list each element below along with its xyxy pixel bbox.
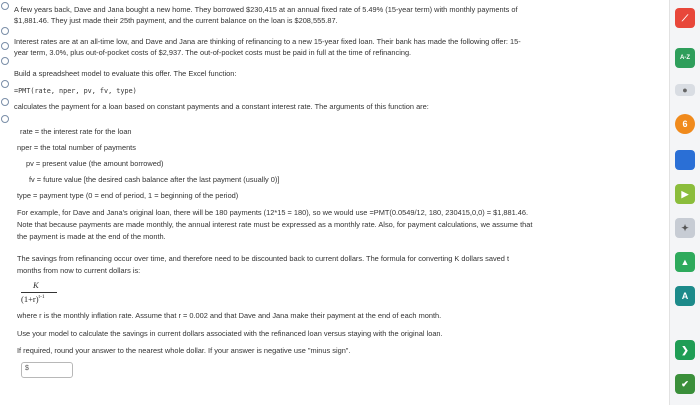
photo-icon[interactable]: ▶ — [675, 184, 695, 204]
radio-button[interactable] — [1, 42, 9, 50]
left-rail — [0, 0, 10, 405]
paragraph-7: where r is the monthly inflation rate. Assume that r = 0.002 and that Dave and Jana make their payment at the end of each month. — [17, 311, 442, 320]
radio-button[interactable] — [1, 57, 9, 65]
paragraph-8: Use your model to calculate the savings in current dollars associated with the refinanced loan versus staying with the original loan. — [17, 329, 443, 338]
drive-icon[interactable]: ▲ — [675, 252, 695, 272]
app-dock — [669, 0, 700, 405]
radio-button[interactable] — [1, 80, 9, 88]
paragraph-1-line-2: $1,881.46. They just made their 25th payment, and the current balance on the loan is $208,555.87. — [14, 16, 338, 25]
arg-nper: nper = the total number of payments — [17, 143, 136, 152]
formula-numerator: K — [33, 280, 39, 290]
radio-button[interactable] — [1, 27, 9, 35]
paragraph-2-line-2: year term, 3.0%, plus out-of-pocket costs of $2,937. The out-of-pocket costs must be paid in full at the time of refinancing. — [14, 48, 412, 57]
paragraph-3: Build a spreadsheet model to evaluate this offer. The Excel function: — [14, 69, 237, 78]
formula-denominator: $(1+r)^{t-1}$ — [21, 294, 45, 304]
radio-button[interactable] — [1, 115, 9, 123]
arg-fv: fv = future value [the desired cash balance after the last payment (usually 0)] — [29, 175, 280, 184]
formula-exponent: t-1 — [38, 294, 45, 301]
excel-green-icon[interactable]: A-Z — [675, 48, 695, 68]
app-small-icon[interactable]: ● — [675, 84, 695, 96]
paragraph-5-line-3: the payment is made at the end of the month. — [17, 232, 166, 241]
answer-field[interactable] — [21, 362, 73, 378]
arg-type: type = payment type (0 = end of period, 1 = beginning of the period) — [17, 191, 239, 200]
paragraph-6-line-2: months from now to current dollars is: — [17, 266, 141, 275]
paragraph-2-line-1: Interest rates are at an all-time low, and Dave and Jana are thinking of refinancing to a new 15-year fixed loan. Their bank has made the following offer: 15- — [14, 37, 521, 46]
paragraph-6-line-1: The savings from refinancing occur over time, and therefore need to be discounted back to current dollars. The formula for converting K dollars saved t — [17, 254, 510, 263]
green-check-icon[interactable]: ✔ — [675, 374, 695, 394]
blue-square-icon[interactable] — [675, 150, 695, 170]
sparkle-icon[interactable]: ✦ — [675, 218, 695, 238]
arg-pv: pv = present value (the amount borrowed) — [26, 159, 164, 168]
radio-button[interactable] — [1, 98, 9, 106]
paragraph-9: If required, round your answer to the nearest whole dollar. If your answer is negative use "minus sign". — [17, 346, 351, 355]
pmt-syntax: =PMT(rate, nper, pv, fv, type) — [14, 87, 137, 95]
currency-symbol: $ — [25, 365, 29, 372]
orange-circle-icon[interactable]: 6 — [675, 114, 695, 134]
arg-rate: rate = the interest rate for the loan — [20, 127, 132, 136]
paragraph-1-line-1: A few years back, Dave and Jana bought a new home. They borrowed $230,415 at an annual fixed rate of 5.49% (15-year term) with monthly payments of — [14, 5, 518, 14]
question-body — [12, 0, 632, 405]
answer-input[interactable] — [32, 364, 72, 376]
paragraph-4: calculates the payment for a loan based on constant payments and a constant interest rate. The arguments of this function are: — [14, 102, 429, 111]
fraction-bar — [21, 292, 57, 293]
green-forward-icon[interactable]: ❯ — [675, 340, 695, 360]
app-red-icon[interactable]: ⟋ — [675, 8, 695, 28]
radio-button[interactable] — [1, 2, 9, 10]
discount-formula — [19, 280, 59, 330]
paragraph-5-line-2: Note that because payments are made monthly, the annual interest rate must be expressed as a monthly rate. Also, for payment calculations, we assume that — [17, 220, 533, 229]
paragraph-5-line-1: For example, for Dave and Jana's original loan, there will be 180 payments (12*15 = 180), so we would use =PMT(0.0549/12, 180, 230415,0,0) = $1,881.46. — [17, 208, 529, 217]
teal-app-icon[interactable]: A — [675, 286, 695, 306]
